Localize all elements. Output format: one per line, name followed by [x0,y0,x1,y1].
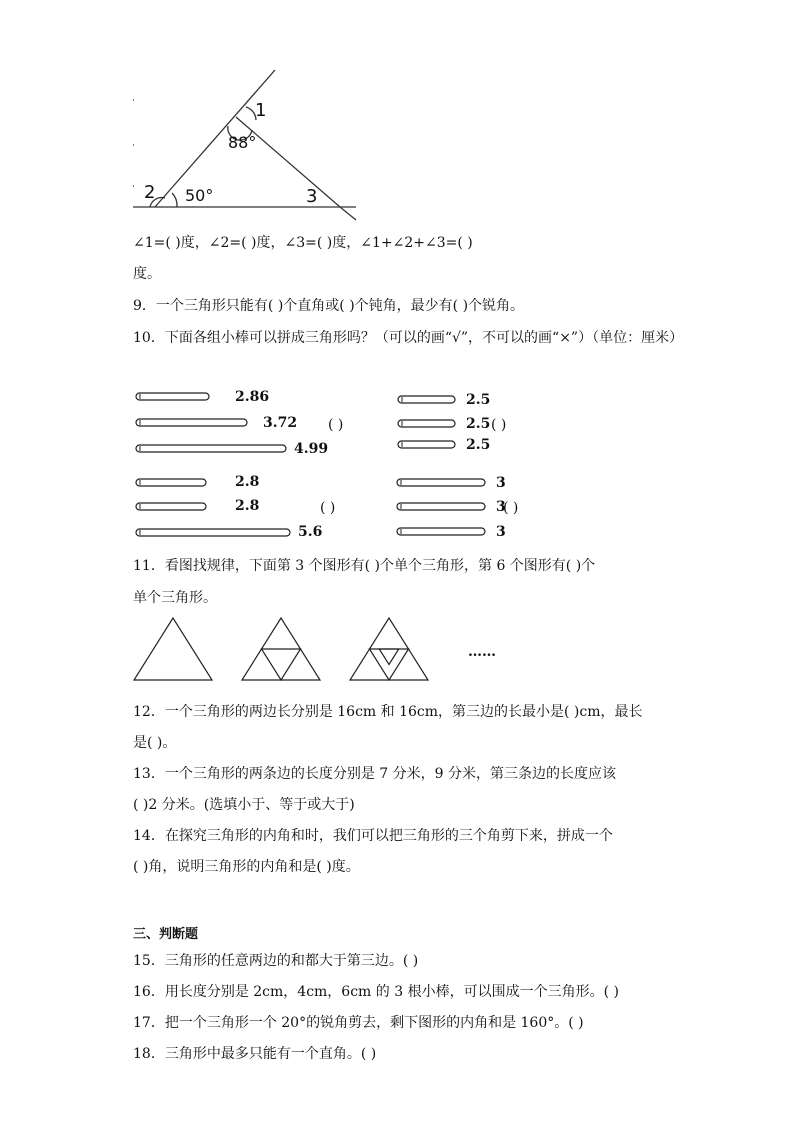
q16-text: 16．用长度分别是 2cm，4cm，6cm 的 3 根小棒，可以围成一个三角形。( ) [133,984,619,1000]
stick-c3-label: 5.6 [298,524,323,540]
angle-88-label: 88° [228,133,257,152]
pattern-ellipsis: …… [468,644,496,660]
q17-text: 17．把一个三角形一个 20°的锐角剪去，剩下图形的内角和是 160°。( ) [133,1015,584,1031]
stick-d1-label: 3 [496,475,506,491]
pattern-triangle-3-inner2 [379,649,399,665]
q14-line2: ( )角，说明三角形的内角和是( )度。 [133,859,360,875]
q13-line1: 13．一个三角形的两条边的长度分别是 7 分米，9 分米，第三条边的长度应该 [133,766,616,782]
q18-text: 18．三角形中最多只能有一个直角。( ) [133,1046,377,1062]
group-d-answer-blank[interactable]: ( ) [503,500,519,516]
q9-text: 9．一个三角形只能有( )个直角或( )个钝角，最少有( )个锐角。 [133,298,525,314]
q15-text: 15．三角形的任意两边的和都大于第三边。( ) [133,953,419,969]
stick-b3-label: 2.5 [466,437,491,453]
stick-d2-label: 3 [496,499,506,515]
pattern-triangle-2-inner [262,649,301,680]
q13-line2: ( )2 分米。(选填小于、等于或大于) [133,797,355,813]
angle-50-label: 50° [185,186,214,205]
stick-c1-label: 2.8 [235,474,260,490]
stick-b2-label: 2.5 [466,416,491,432]
q8-line2: 度。 [133,266,161,282]
pattern-triangle-1 [134,618,212,680]
stick-a1-label: 2.86 [235,389,270,405]
stick-d3-label: 3 [496,524,506,540]
angle-3-label: 3 [306,186,318,207]
stick-a3-label: 4.99 [294,441,329,457]
section-3-heading: 三、判断题 [133,927,199,942]
q14-line1: 14．在探究三角形的内角和时，我们可以把三角形的三个角剪下来，拼成一个 [133,828,613,844]
group-b-answer-blank[interactable]: ( ) [491,417,507,433]
q11-line1: 11．看图找规律，下面第 3 个图形有( )个单个三角形，第 6 个图形有( )个 [133,558,596,574]
group-c-answer-blank[interactable]: ( ) [320,500,336,516]
q11-line2: 单个三角形。 [133,590,217,606]
stick-b1-label: 2.5 [466,392,491,408]
stick-a2-label: 3.72 [263,415,298,431]
angle-1-label: 1 [255,100,267,121]
q12-line2: 是( )。 [133,735,177,751]
q12-line1: 12．一个三角形的两边长分别是 16cm 和 16cm，第三边的长最小是( )cm，最长 [133,704,643,720]
q8-line1: ∠1=( )度，∠2=( )度，∠3=( )度，∠1+∠2+∠3=( ) [133,235,473,251]
q10-text: 10．下面各组小棒可以拼成三角形吗？（可以的画“√”，不可以的画“×”）（单位：厘米） [133,330,684,346]
angle-2-label: 2 [144,182,156,203]
stick-c2-label: 2.8 [235,498,260,514]
group-a-answer-blank[interactable]: ( ) [328,417,344,433]
